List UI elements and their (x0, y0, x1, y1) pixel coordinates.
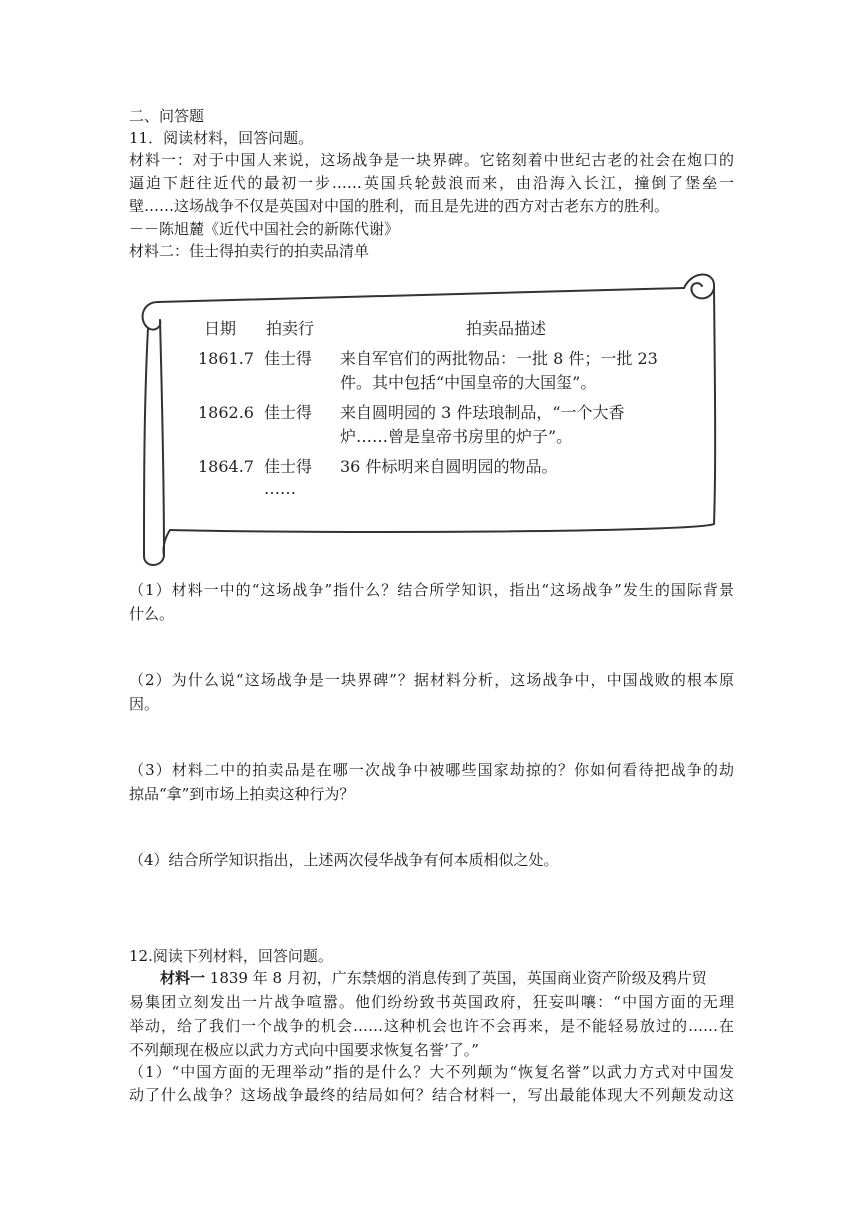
q12-prompt: 12.阅读下列材料，回答问题。 (129, 947, 333, 965)
table-header-desc: 拍卖品描述 (466, 319, 547, 338)
q12-material-line: 不列颠现在极应以武力方式向中国要求恢复名誉’了。” (129, 1041, 479, 1059)
table-row-date: 1862.6 (198, 403, 254, 422)
table-row-house: 佳士得 (264, 403, 313, 422)
q11-question-2-line: 因。 (129, 695, 160, 713)
material2-label: 材料二：佳士得拍卖行的拍卖品清单 (129, 242, 370, 260)
q12-question-line: 动了什么战争？这场战争最终的结局如何？结合材料一，写出最能体现大不列颠发动这 (129, 1086, 734, 1104)
material1-source: －－陈旭麓《近代中国社会的新陈代谢》 (129, 220, 400, 238)
table-header-date: 日期 (204, 319, 237, 338)
section-title: 二、问答题 (129, 107, 205, 125)
table-row-desc: 来自军官们的两批物品：一批 8 件；一批 23 (340, 349, 658, 368)
q11-question-3-line: （3）材料二中的拍卖品是在哪一次战争中被哪些国家劫掠的？你如何看待把战争的劫 (129, 761, 734, 779)
table-header-house: 拍卖行 (266, 319, 315, 338)
q12-material-line: 易集团立刻发出一片战争喧嚣。他们纷纷致书英国政府，狂妄叫嚷：“中国方面的无理 (129, 993, 734, 1011)
auction-list-scroll (136, 266, 720, 572)
table-row-desc: 来自圆明园的 3 件珐琅制品，“一个大香 (340, 403, 625, 422)
material1-line: 逼迫下赶往近代的最初一步……英国兵轮鼓浪而来，由沿海入长江，撞倒了堡垒一 (129, 174, 734, 192)
q11-question-1-line: 什么。 (129, 605, 175, 623)
table-row-house: 佳士得 (264, 457, 313, 476)
q11-question-3-line: 掠品“拿”到市场上拍卖这种行为？ (129, 785, 355, 803)
table-row-date: 1864.7 (198, 457, 254, 476)
material1-line: 材料一：对于中国人来说，这场战争是一块界碑。它铭刻着中世纪古老的社会在炮口的 (129, 151, 734, 169)
table-ellipsis: …… (264, 479, 296, 498)
q12-material-text: 1839 年 8 月初，广东禁烟的消息传到了英国，英国商业资产阶级及鸦片贸 (205, 969, 707, 987)
table-row-house: 佳士得 (264, 349, 313, 368)
q11-question-4-line: （4）结合所学知识指出，上述两次侵华战争有何本质相似之处。 (129, 851, 559, 869)
q12-material-line (160, 968, 734, 988)
table-row-desc: 炉……曾是皇帝书房里的炉子”。 (340, 427, 573, 446)
table-row-desc: 36 件标明来自圆明园的物品。 (340, 457, 558, 476)
q11-prompt: 11．阅读材料，回答问题。 (129, 129, 314, 147)
q12-question-line: （1）“中国方面的无理举动”指的是什么？大不列颠为“恢复名誉”以武力方式对中国发 (129, 1063, 734, 1081)
q11-question-2-line: （2）为什么说“这场战争是一块界碑”？据材料分析，这场战争中，中国战败的根本原 (129, 671, 734, 689)
q12-material-label: 材料一 (160, 969, 206, 987)
q11-question-1-line: （1）材料一中的“这场战争”指什么？结合所学知识，指出“这场战争”发生的国际背景 (129, 581, 734, 599)
q12-material-line: 举动，给了我们一个战争的机会……这种机会也许不会再来，是不能轻易放过的……在 (129, 1017, 734, 1035)
material1-line: 壁……这场战争不仅是英国对中国的胜利，而且是先进的西方对古老东方的胜利。 (129, 197, 670, 215)
table-row-desc: 件。其中包括“中国皇帝的大国玺”。 (340, 373, 597, 392)
table-row-date: 1861.7 (198, 349, 254, 368)
